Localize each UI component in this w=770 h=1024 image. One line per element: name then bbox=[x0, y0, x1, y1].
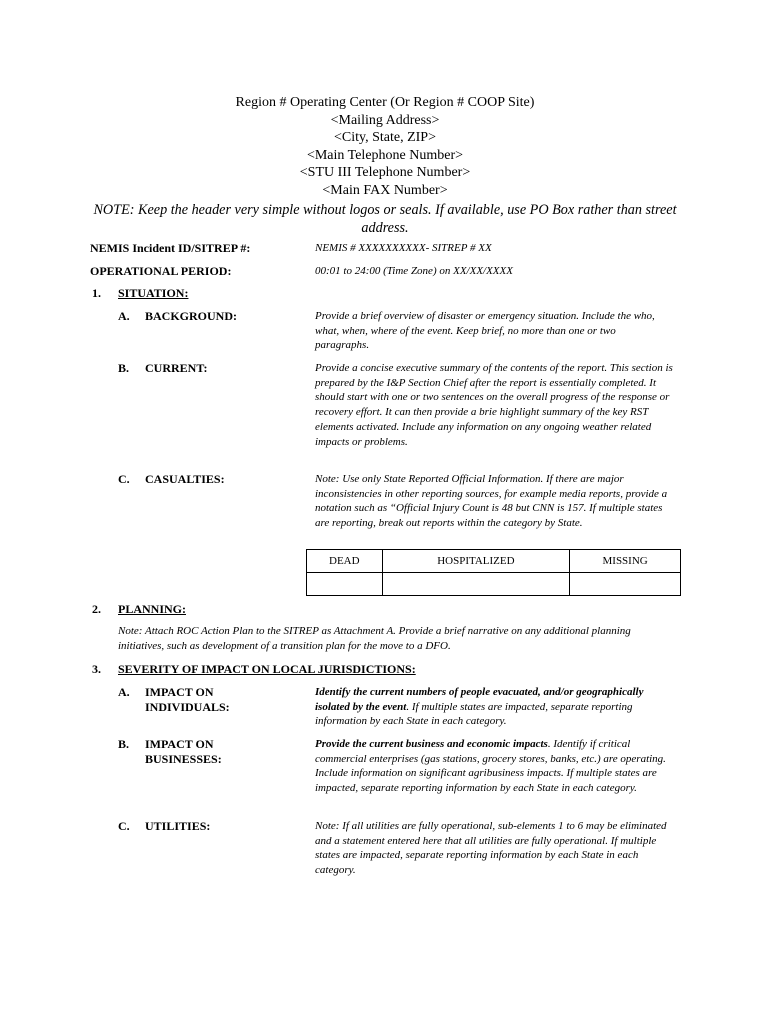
casualties-label: CASUALTIES: bbox=[145, 472, 225, 486]
casualties-text: Note: Use only State Reported Official Information. If there are major inconsistencies in other reporting sources, for example media reports, provide a notation such as “Official Injury Count is 48 but CNN is 157. If multiple states are reporting, break out reports within the category by State. bbox=[315, 473, 668, 530]
section-3c-letter: C. bbox=[118, 819, 130, 833]
section-1a-letter: A. bbox=[118, 309, 130, 323]
header-region-line: Region # Operating Center (Or Region # COOP Site) bbox=[235, 95, 535, 110]
impact-individuals-label-1: IMPACT ON bbox=[145, 685, 214, 699]
section-2-title: PLANNING: bbox=[118, 602, 186, 616]
casualty-table-value-row bbox=[307, 573, 681, 596]
background-label: BACKGROUND: bbox=[145, 309, 237, 323]
impact-businesses-label-1: IMPACT ON bbox=[145, 737, 214, 751]
document-header bbox=[0, 94, 770, 200]
casualty-header-missing: MISSING bbox=[570, 550, 681, 573]
section-2-number: 2. bbox=[92, 602, 101, 616]
header-fax: <Main FAX Number> bbox=[322, 182, 448, 198]
impact-individuals-text bbox=[315, 685, 675, 729]
impact-individuals-rest: . If multiple states are impacted, separate reporting information by each State in each category. bbox=[315, 700, 633, 728]
casualty-header-hospitalized: HOSPITALIZED bbox=[382, 550, 570, 573]
casualty-value-dead[interactable] bbox=[307, 573, 383, 596]
casualty-value-missing[interactable] bbox=[570, 573, 681, 596]
section-3a-letter: A. bbox=[118, 685, 130, 699]
section-1-number: 1. bbox=[92, 286, 101, 300]
planning-text: Note: Attach ROC Action Plan to the SITREP as Attachment A. Provide a brief narrative on any additional planning initiatives, such as development of a transition plan for the move to a DFO. bbox=[118, 625, 631, 652]
header-main-telephone: <Main Telephone Number> bbox=[306, 147, 464, 163]
header-mailing-address: <Mailing Address> bbox=[330, 112, 440, 128]
casualty-header-dead: DEAD bbox=[307, 550, 383, 573]
section-1-title: SITUATION: bbox=[118, 286, 189, 300]
section-3-title: SEVERITY OF IMPACT ON LOCAL JURISDICTIONS: bbox=[118, 662, 416, 676]
utilities-text: Note: If all utilities are fully operational, sub-elements 1 to 6 may be eliminated and a statement entered here that all utilities are fully operational. If multiple states are impacted, separate reporting information by each State in each category. bbox=[315, 820, 667, 877]
background-text: Provide a brief overview of disaster or emergency situation. Include the who, what, when, where of the event. Keep brief, no more than one or two paragraphs. bbox=[315, 310, 655, 352]
casualty-table-header-row bbox=[307, 550, 681, 573]
section-1c-letter: C. bbox=[118, 472, 130, 486]
impact-individuals-label-2: INDIVIDUALS: bbox=[145, 700, 230, 714]
header-city-state-zip: <City, State, ZIP> bbox=[334, 130, 436, 146]
casualty-value-hospitalized[interactable] bbox=[382, 573, 570, 596]
operational-period-label: OPERATIONAL PERIOD: bbox=[90, 264, 232, 278]
impact-businesses-text bbox=[315, 737, 670, 796]
impact-businesses-rest: . Identify if critical commercial enterprises (gas stations, grocery stores, banks, etc.) are operating. Include information on significant agribusiness impacts. If multiple states are impacted, separate reporting information by each State in each category. bbox=[315, 738, 666, 795]
current-label: CURRENT: bbox=[145, 361, 208, 375]
nemis-label: NEMIS Incident ID/SITREP #: bbox=[90, 241, 251, 255]
nemis-value: NEMIS # XXXXXXXXXX- SITREP # XX bbox=[315, 242, 492, 254]
header-stu-telephone: <STU III Telephone Number> bbox=[299, 165, 471, 181]
operational-period-value: 00:01 to 24:00 (Time Zone) on XX/XX/XXXX bbox=[315, 265, 513, 277]
section-3-number: 3. bbox=[92, 662, 101, 676]
section-3b-letter: B. bbox=[118, 737, 130, 751]
current-text: Provide a concise executive summary of the contents of the report. This section is prepared by the I&P Section Chief after the report is essentially completed. It should start with one or two sentences on the overall progress of the response or recovery effort. It can then provide a brie highlight summary of the key RST elements activated. Include any information on any ongoing weather related impacts or problems. bbox=[315, 362, 673, 448]
impact-businesses-label-2: BUSINESSES: bbox=[145, 752, 222, 766]
impact-businesses-bold: Provide the current business and economic impacts bbox=[315, 738, 548, 750]
section-1b-letter: B. bbox=[118, 361, 130, 375]
header-note: NOTE: Keep the header very simple without logos or seals. If available, use PO Box rather than street address. bbox=[93, 202, 677, 236]
casualty-table bbox=[306, 549, 681, 596]
impact-individuals-bold: Identify the current numbers of people evacuated, and/or geographically isolated by the event bbox=[315, 686, 644, 713]
utilities-label: UTILITIES: bbox=[145, 819, 211, 833]
